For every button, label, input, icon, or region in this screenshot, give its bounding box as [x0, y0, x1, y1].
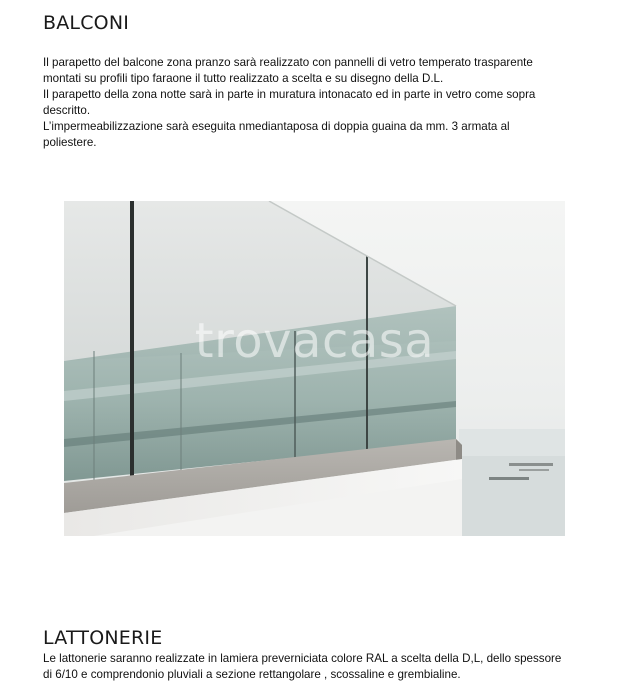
text-line: poliestere.	[43, 136, 97, 149]
text-line: descritto.	[43, 104, 91, 117]
lattonerie-paragraph	[43, 651, 586, 683]
text-line: L’impermeabilizzazione sarà eseguita nmediantaposa di doppia guaina da mm. 3 armata al	[43, 120, 510, 133]
text-line: montati su profili tipo faraone il tutto realizzato a scelta e su disegno della D.L.	[43, 72, 444, 85]
glass-balcony-photo	[64, 201, 565, 536]
balconi-paragraph	[43, 55, 586, 151]
text-line: Le lattonerie saranno realizzate in lamiera preverniciata colore RAL a scelta della D,L, dello spessore	[43, 652, 562, 665]
text-line: Il parapetto della zona notte sarà in parte in muratura intonacato ed in parte in vetro come sopra	[43, 88, 536, 101]
text-line: Il parapetto del balcone zona pranzo sarà realizzato con pannelli di vetro temperato trasparente	[43, 56, 533, 69]
watermark-text: trovacasa	[194, 313, 435, 369]
text-line: di 6/10 e comprendonio pluviali a sezione rettangolare , scossaline e grembialine.	[43, 668, 461, 681]
section-title-balconi: BALCONI	[43, 12, 130, 34]
section-title-lattonerie: LATTONERIE	[43, 627, 163, 649]
